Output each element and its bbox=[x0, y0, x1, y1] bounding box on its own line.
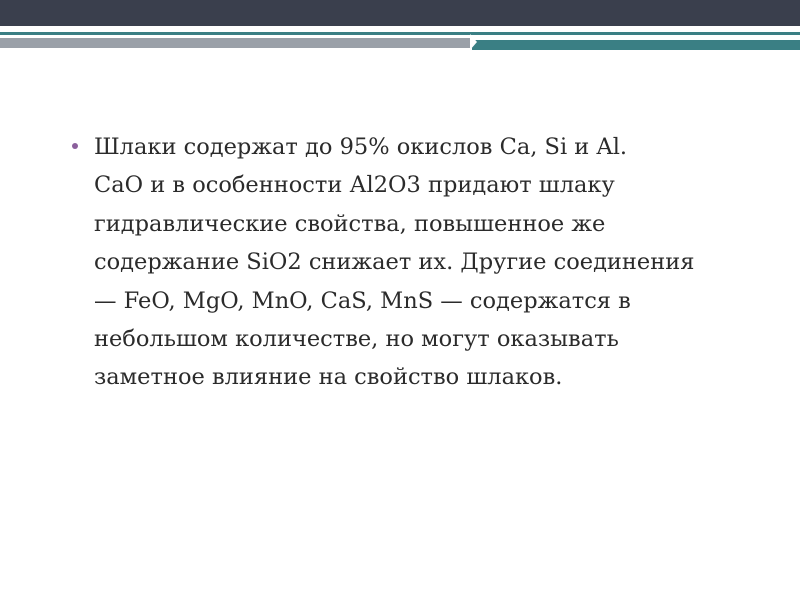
bullet-line: небольшом количестве, но могут оказывать bbox=[94, 326, 619, 353]
bullet-line: гидравлические свойства, повышенное же bbox=[94, 210, 606, 237]
bullet-line: СаО и в особенности Аl2O3 придают шлаку bbox=[94, 172, 615, 199]
bullet-line: Шлаки содержат до 95% окислов Са, Si и Al. bbox=[94, 134, 628, 160]
arrow-marker-icon bbox=[470, 34, 477, 50]
accent-bar-gray bbox=[0, 38, 472, 48]
bullet-line: — FeO, MgO, MnO, CaS, MnS — содержатся в bbox=[94, 287, 631, 314]
bullet-dot-icon bbox=[72, 143, 78, 149]
accent-bar-teal bbox=[472, 40, 800, 50]
bullet-line: заметное влияние на свойство шлаков. bbox=[94, 364, 563, 391]
header-bar bbox=[0, 0, 800, 26]
bullet-line: содержание SiO2 снижает их. Другие соединения bbox=[94, 249, 695, 276]
bullet-item bbox=[70, 128, 760, 397]
slide-body bbox=[70, 128, 760, 397]
accent-line bbox=[0, 32, 800, 35]
